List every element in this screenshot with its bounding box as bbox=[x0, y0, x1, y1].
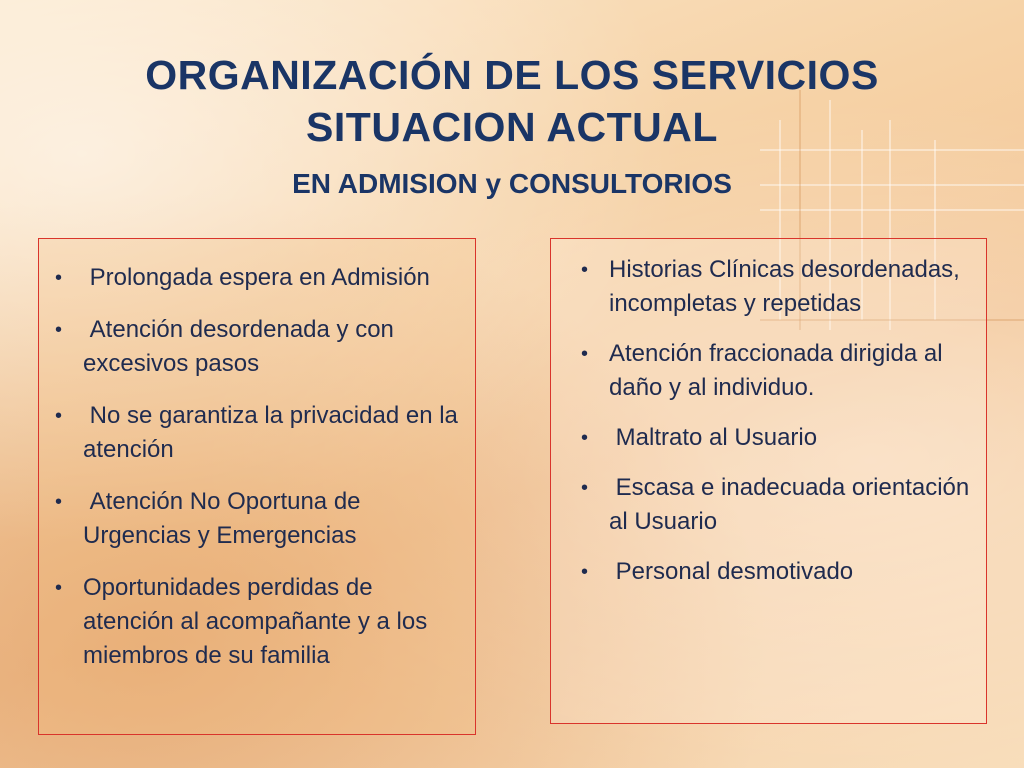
list-item bbox=[49, 399, 465, 467]
list-item bbox=[49, 485, 461, 553]
list-item-text: Escasa e inadecuada orientación al Usuario bbox=[609, 474, 976, 535]
list-item bbox=[575, 337, 978, 405]
bullet-icon: • bbox=[55, 405, 63, 427]
list-item-text: Oportunidades perdidas de atención al acompañante y a los miembros de su familia bbox=[83, 574, 434, 669]
list-item-text: Maltrato al Usuario bbox=[609, 424, 818, 451]
list-item bbox=[49, 261, 461, 295]
bullet-icon: • bbox=[581, 343, 589, 365]
list-item-text: Atención fraccionada dirigida al daño y al individuo. bbox=[609, 340, 950, 401]
bullet-icon: • bbox=[55, 319, 63, 341]
list-item-text: Prolongada espera en Admisión bbox=[83, 264, 430, 291]
list-item-text: Atención desordenada y con excesivos pasos bbox=[83, 316, 401, 377]
bullet-icon: • bbox=[581, 561, 589, 583]
list-item bbox=[49, 571, 461, 673]
slide-title-line-1: ORGANIZACIÓN DE LOS SERVICIOS bbox=[145, 52, 879, 98]
list-item-text: No se garantiza la privacidad en la atención bbox=[83, 402, 465, 463]
slide-subtitle: EN ADMISION y CONSULTORIOS bbox=[292, 168, 732, 199]
list-item bbox=[575, 555, 978, 589]
list-item-text: Atención No Oportuna de Urgencias y Emergencias bbox=[83, 488, 368, 549]
bullet-icon: • bbox=[55, 577, 63, 599]
bullet-icon: • bbox=[55, 267, 63, 289]
left-issues-panel bbox=[38, 238, 476, 735]
right-issues-panel bbox=[550, 238, 987, 724]
left-bullet-list bbox=[39, 239, 475, 673]
list-item bbox=[575, 253, 978, 321]
bullet-icon: • bbox=[581, 477, 589, 499]
slide-title-line-2: SITUACION ACTUAL bbox=[306, 104, 718, 150]
bullet-icon: • bbox=[581, 427, 589, 449]
list-item bbox=[575, 421, 978, 455]
list-item bbox=[575, 471, 978, 539]
list-item bbox=[49, 313, 461, 381]
list-item-text: Personal desmotivado bbox=[609, 558, 854, 585]
bullet-icon: • bbox=[55, 491, 63, 513]
bullet-icon: • bbox=[581, 259, 589, 281]
right-bullet-list bbox=[551, 239, 986, 589]
list-item-text: Historias Clínicas desordenadas, incompletas y repetidas bbox=[609, 256, 967, 317]
